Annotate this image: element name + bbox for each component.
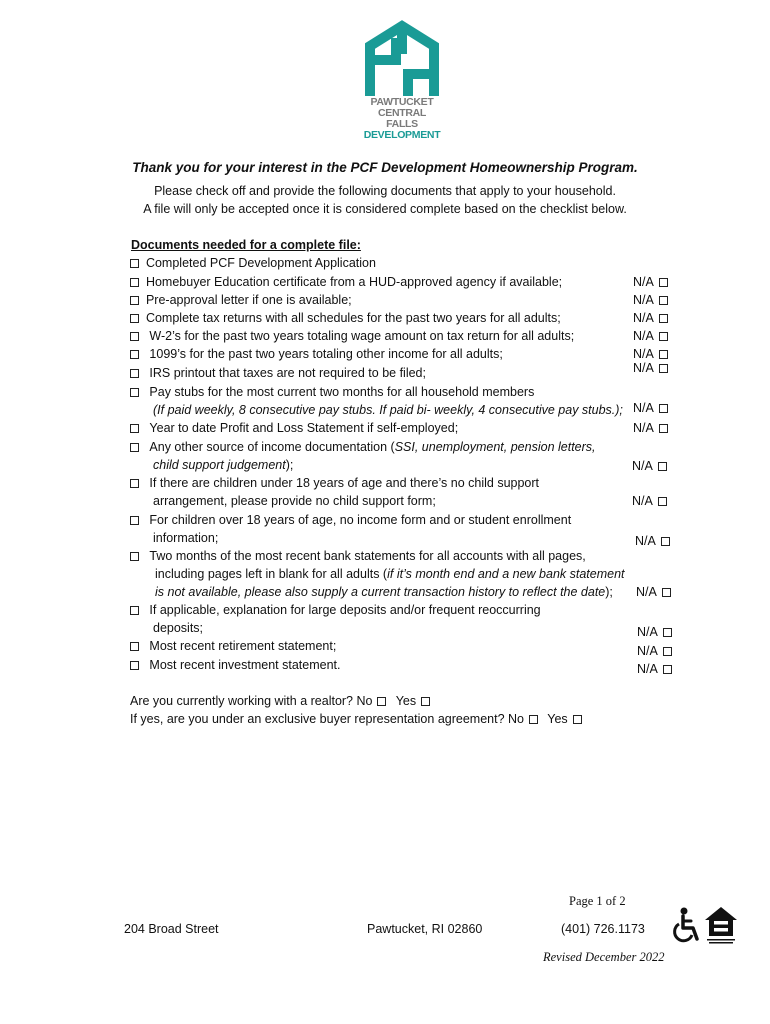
footer-address: 204 Broad Street	[124, 922, 219, 936]
list-item-continuation: (If paid weekly, 8 consecutive pay stubs. If paid bi- weekly, 4 consecutive pay stubs.);	[153, 403, 623, 417]
house-logo-icon	[362, 20, 442, 98]
na-checkbox[interactable]	[659, 278, 668, 287]
na-option: N/A	[633, 293, 668, 307]
footer-phone: (401) 726.1173	[561, 922, 645, 936]
na-option: N/A	[632, 494, 667, 508]
na-option: N/A	[633, 329, 668, 343]
agreement-yes-checkbox[interactable]	[573, 715, 582, 724]
revised-date: Revised December 2022	[543, 950, 665, 964]
list-item: Year to date Profit and Loss Statement if self-employed;	[130, 421, 458, 435]
na-checkbox[interactable]	[658, 462, 667, 471]
list-item: 1099’s for the past two years totaling other income for all adults;	[130, 347, 503, 361]
checkbox[interactable]	[130, 606, 139, 615]
na-option: N/A	[637, 662, 672, 676]
na-checkbox[interactable]	[659, 332, 668, 341]
list-item: For children over 18 years of age, no income form and or student enrollment	[130, 513, 571, 527]
checkbox[interactable]	[130, 259, 139, 268]
list-item: If there are children under 18 years of age and there’s no child support	[130, 476, 539, 490]
list-item: Completed PCF Development Application	[130, 256, 376, 270]
na-option: N/A	[632, 459, 667, 473]
checkbox[interactable]	[130, 332, 139, 341]
na-option: N/A	[633, 347, 668, 361]
list-item: Homebuyer Education certificate from a HUD-approved agency if available;	[130, 275, 562, 289]
list-item-continuation: arrangement, please provide no child support form;	[153, 494, 436, 508]
na-checkbox[interactable]	[659, 296, 668, 305]
logo-text	[362, 97, 442, 141]
agreement-no-checkbox[interactable]	[529, 715, 538, 724]
na-option: N/A	[637, 625, 672, 639]
list-item: Most recent investment statement.	[130, 658, 340, 672]
intro-line-2: A file will only be accepted once it is considered complete based on the checklist below.	[143, 202, 627, 216]
na-checkbox[interactable]	[662, 588, 671, 597]
na-checkbox[interactable]	[659, 350, 668, 359]
footer-city: Pawtucket, RI 02860	[367, 922, 483, 936]
list-item-continuation: including pages left in blank for all adults (if it’s month end and a new bank statement	[155, 567, 625, 581]
list-item-continuation: is not available, please also supply a current transaction history to reflect the date);	[155, 585, 613, 599]
na-option: N/A	[633, 361, 668, 375]
list-item-continuation: child support judgement);	[153, 458, 294, 472]
list-item: W-2’s for the past two years totaling wage amount on tax return for all adults;	[130, 329, 574, 343]
checkbox[interactable]	[130, 642, 139, 651]
document-title: Thank you for your interest in the PCF Development Homeownership Program.	[132, 160, 638, 175]
list-item: Two months of the most recent bank statements for all accounts with all pages,	[130, 549, 586, 563]
na-checkbox[interactable]	[659, 424, 668, 433]
checkbox[interactable]	[130, 388, 139, 397]
list-item: Any other source of income documentation (SSI, unemployment, pension letters,	[130, 440, 596, 454]
list-item: Complete tax returns with all schedules for the past two years for all adults;	[130, 311, 561, 325]
checkbox[interactable]	[130, 552, 139, 561]
na-option: N/A	[637, 644, 672, 658]
checkbox[interactable]	[130, 661, 139, 670]
wheelchair-accessible-icon	[668, 906, 704, 946]
na-checkbox[interactable]	[661, 537, 670, 546]
realtor-yes-checkbox[interactable]	[421, 697, 430, 706]
list-item: If applicable, explanation for large deposits and/or frequent reoccurring	[130, 603, 541, 617]
checkbox[interactable]	[130, 443, 139, 452]
page-number: Page 1 of 2	[569, 894, 626, 908]
checkbox[interactable]	[130, 314, 139, 323]
checkbox[interactable]	[130, 350, 139, 359]
na-option: N/A	[636, 585, 671, 599]
na-checkbox[interactable]	[663, 628, 672, 637]
checkbox[interactable]	[130, 369, 139, 378]
na-option: N/A	[633, 421, 668, 435]
na-checkbox[interactable]	[659, 404, 668, 413]
na-option: N/A	[635, 534, 670, 548]
logo-line-3: DEVELOPMENT	[363, 129, 441, 141]
list-item: IRS printout that taxes are not required to be filed;	[130, 366, 426, 380]
logo-line-1: PAWTUCKET	[370, 96, 434, 108]
list-item: Most recent retirement statement;	[130, 639, 336, 653]
realtor-question: Are you currently working with a realtor? No Yes	[130, 694, 436, 708]
realtor-no-checkbox[interactable]	[377, 697, 386, 706]
equal-housing-icon	[703, 904, 739, 946]
na-option: N/A	[633, 311, 668, 325]
na-checkbox[interactable]	[658, 497, 667, 506]
checkbox[interactable]	[130, 516, 139, 525]
intro-line-1: Please check off and provide the following documents that apply to your household.	[154, 184, 616, 198]
checkbox[interactable]	[130, 424, 139, 433]
list-item: Pay stubs for the most current two months for all household members	[130, 385, 534, 399]
checkbox[interactable]	[130, 278, 139, 287]
na-option: N/A	[633, 401, 668, 415]
list-item-continuation: deposits;	[153, 621, 204, 635]
checklist-heading: Documents needed for a complete file:	[131, 238, 361, 252]
na-checkbox[interactable]	[659, 314, 668, 323]
list-item-continuation: information;	[153, 531, 219, 545]
checkbox[interactable]	[130, 479, 139, 488]
na-option: N/A	[633, 275, 668, 289]
list-item: Pre-approval letter if one is available;	[130, 293, 352, 307]
na-checkbox[interactable]	[663, 665, 672, 674]
na-checkbox[interactable]	[659, 364, 668, 373]
logo-line-2: CENTRAL FALLS	[377, 107, 427, 130]
checkbox[interactable]	[130, 296, 139, 305]
agreement-question: If yes, are you under an exclusive buyer representation agreement? No Yes	[130, 712, 588, 726]
na-checkbox[interactable]	[663, 647, 672, 656]
